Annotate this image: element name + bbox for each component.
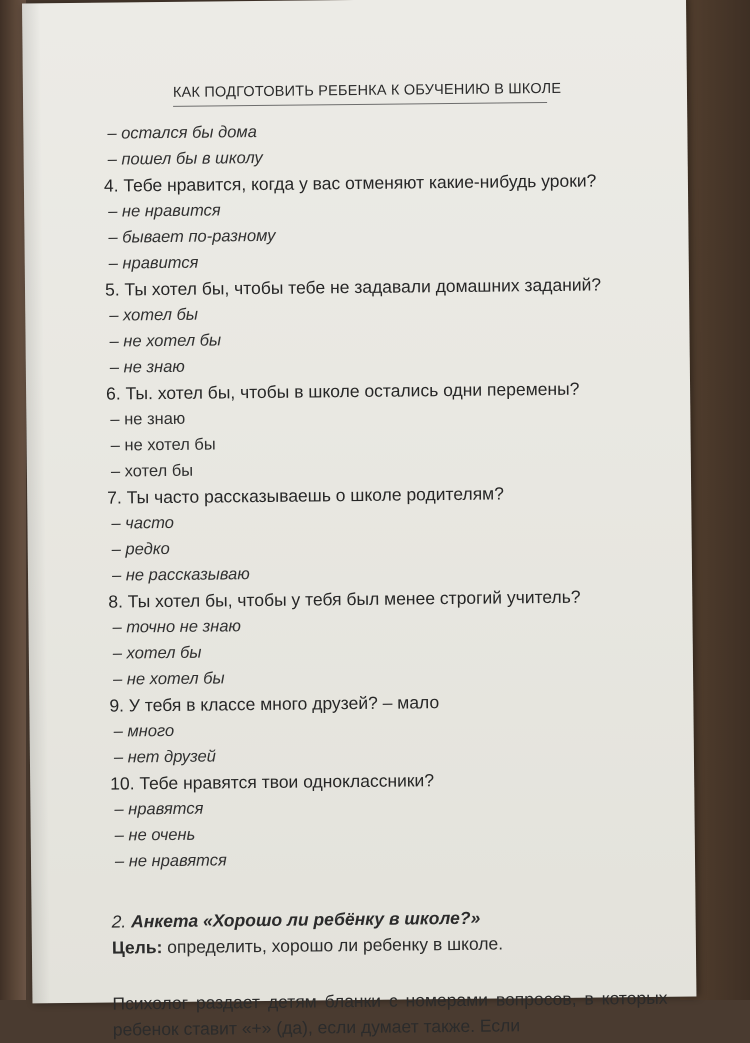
goal-text: определить, хорошо ли ребенку в школе.	[162, 933, 504, 958]
table-surface-left	[0, 0, 26, 1000]
answer-line: – точно не знаю	[112, 617, 241, 637]
running-head: КАК ПОДГОТОВИТЬ РЕБЕНКА К ОБУЧЕНИЮ В ШКОЛЕ	[172, 80, 562, 101]
page-content	[103, 115, 673, 1043]
question-line: 8. Ты хотел бы, чтобы у тебя был менее строгий учитель?	[108, 586, 581, 612]
answer-line: – бывает по-разному	[108, 226, 276, 247]
answer-line: – не нравятся	[114, 851, 227, 871]
answer-line: – не хотел бы	[109, 331, 222, 351]
answer-line: – хотел бы	[112, 643, 202, 663]
question-line: 6. Ты. хотел бы, чтобы в школе остались одни перемены?	[106, 378, 580, 404]
answer-line: – нравится	[108, 253, 199, 273]
answer-line: – пошел бы в школу	[107, 148, 263, 169]
body-paragraph: Психолог раздает детям бланки с номерами вопросов, в которых ребенок ставит «+» (да), если думает также. Если	[112, 987, 668, 1040]
answer-line: – хотел бы	[109, 305, 199, 325]
section-number: 2.	[111, 911, 127, 932]
answer-line: – не очень	[114, 825, 196, 845]
page-gutter-shadow	[22, 3, 50, 1003]
question-line: 5. Ты хотел бы, чтобы тебе не задавали домашних заданий?	[104, 274, 602, 300]
question-line: 4. Тебе нравится, когда у вас отменяют какие-нибудь уроки?	[103, 170, 597, 196]
question-line: 10. Тебе нравятся твои одноклассники?	[110, 770, 435, 794]
answer-line: – хотел бы	[110, 461, 194, 481]
goal-label: Цель:	[111, 937, 163, 958]
answer-line: – не знаю	[110, 409, 186, 429]
answer-line: – остался бы дома	[107, 123, 257, 143]
answer-line: – много	[113, 721, 175, 741]
section-title: Анкета «Хорошо ли ребёнку в школе?»	[131, 907, 481, 932]
running-head-rule	[173, 102, 547, 107]
answer-line: – редко	[111, 539, 170, 559]
answer-line: – часто	[111, 513, 175, 533]
questionnaire-lines	[103, 115, 671, 875]
question-line: 7. Ты часто рассказываешь о школе родителям?	[107, 483, 504, 508]
question-line: 9. У тебя в классе много друзей? – мало	[109, 692, 440, 716]
answer-line: – не нравится	[108, 201, 221, 221]
book-page	[22, 0, 696, 1040]
answer-line: – нравятся	[114, 799, 204, 819]
answer-line: – не знаю	[109, 357, 185, 377]
answer-line: – нет друзей	[113, 747, 217, 767]
answer-line: – не рассказываю	[111, 565, 250, 585]
answer-line: – не хотел бы	[110, 435, 216, 455]
answer-line: – не хотел бы	[113, 669, 225, 689]
